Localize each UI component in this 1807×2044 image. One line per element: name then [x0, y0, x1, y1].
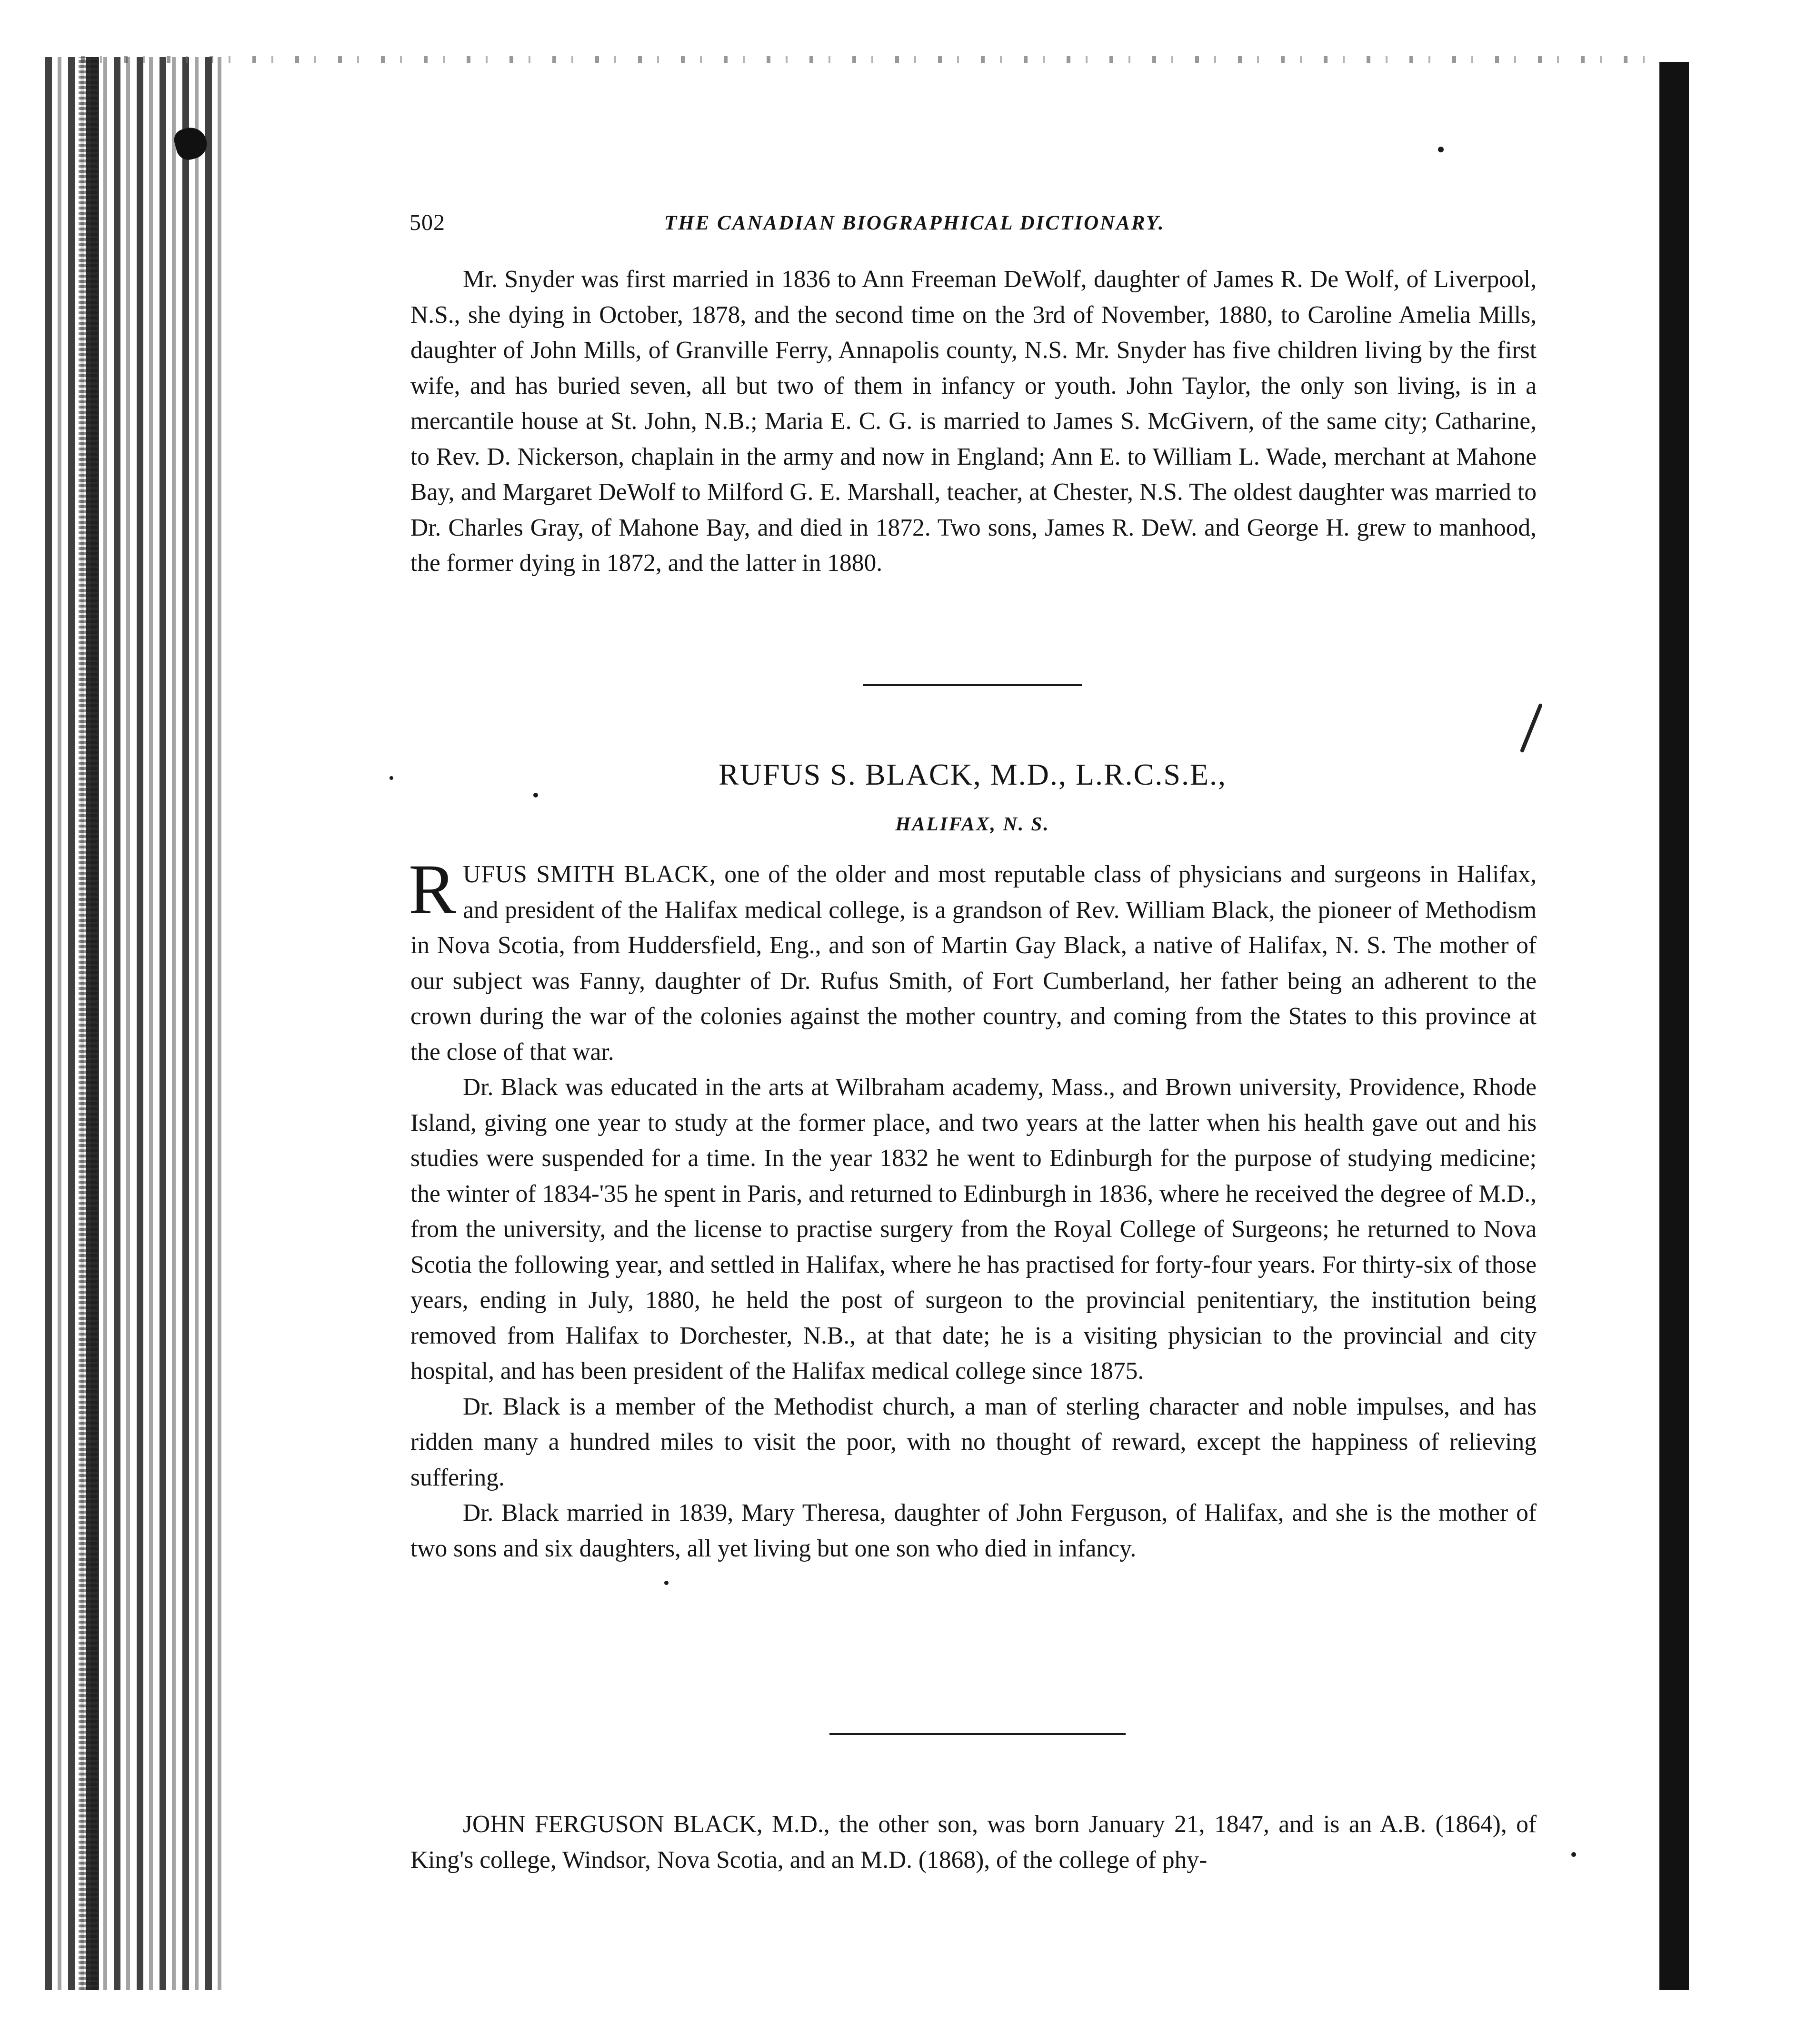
opening-name: UFUS SMITH BLACK, [463, 861, 716, 888]
pen-mark [1520, 703, 1543, 753]
article-location: HALIFAX, N. S. [895, 813, 1050, 835]
section-divider [829, 1733, 1126, 1735]
article-paragraph-4: Dr. Black married in 1839, Mary Theresa, daughter of John Ferguson, of Halifax, and she is the mother of two sons and six daughters, all yet living but one son who died in infancy. [410, 1499, 1537, 1562]
article-body [409, 850, 1537, 1566]
article-paragraph-1 [409, 850, 1537, 1070]
article-heading: RUFUS S. BLACK, M.D., L.R.C.S.E., [718, 758, 1227, 791]
article-paragraph-3: Dr. Black is a member of the Methodist church, a man of sterling character and noble impulses, and has ridden many a hundred miles to visit the poor, with no thought of reward, except the happiness of relieving suffering. [410, 1393, 1537, 1491]
ink-speck [1571, 1852, 1576, 1857]
scan-top-noise [81, 56, 1652, 63]
scan-binding-bar [86, 57, 99, 1990]
section-divider [863, 684, 1082, 686]
ink-speck [533, 793, 538, 798]
ink-speck [1438, 147, 1444, 152]
ink-speck [389, 776, 393, 780]
page-number: 502 [409, 210, 445, 235]
john-paragraph: JOHN FERGUSON BLACK, M.D., the other son, was born January 21, 1847, and is an A.B. (1864), of King's college, Windsor, Nova Scotia, and an M.D. (1868), of the college of phy- [410, 1811, 1537, 1874]
scan-right-edge-bar [1659, 62, 1689, 1990]
paragraph-1-text: one of the older and most reputable class of physicians and surgeons in Halifax, and president of the Halifax medical college, is a grandson of Rev. William Black, the pioneer of Methodism in Nova Scotia, from Huddersfield, Eng., and son of Martin Gay Black, a native of Halifax, N. S. The mother of our subject was Fanny, daughter of Dr. Rufus Smith, of Fort Cumberland, her father being an adherent to the crown during the war of the colonies against the mother country, and coming from the States to this province at the close of that war. [410, 861, 1537, 1066]
article-paragraph-2: Dr. Black was educated in the arts at Wilbraham academy, Mass., and Brown university, Providence, Rhode Island, giving one year to study at the former place, and two years at the latter when his health gave out and his studies were suspended for a time. In the year 1832 he went to Edinburgh for the purpose of studying medicine; the winter of 1834-'35 he spent in Paris, and returned to Edinburgh in 1836, where he received the degree of M.D., from the university, and the license to practise surgery from the Royal College of Surgeons; he returned to Nova Scotia the following year, and settled in Halifax, where he has practised for forty-four years. For thirty-six of those years, ending in July, 1880, he held the post of surgeon to the provincial penitentiary, the institution being removed from Halifax to Dorchester, N.B., at that date; he is a visiting physician to the provincial and city hospital, and has been president of the Halifax medical college since 1875. [410, 1074, 1537, 1385]
running-title: THE CANADIAN BIOGRAPHICAL DICTIONARY. [664, 212, 1165, 234]
scan-binding-edge [45, 57, 226, 1990]
john-black-entry [410, 1807, 1537, 1878]
snyder-continuation [410, 262, 1537, 581]
ink-speck [664, 1581, 669, 1585]
drop-cap: R [409, 850, 457, 929]
snyder-paragraph: Mr. Snyder was first married in 1836 to Ann Freeman DeWolf, daughter of James R. De Wolf, of Liverpool, N.S., she dying in October, 1878, and the second time on the 3rd of November, 1880, to Caroline Amelia Mills, daughter of John Mills, of Granville Ferry, Annapolis county, N.S. Mr. Snyder has five children living by the first wife, and has buried seven, all but two of them in infancy or youth. John Taylor, the only son living, is in a mercantile house at St. John, N.B.; Maria E. C. G. is married to James S. McGivern, of the same city; Catharine, to Rev. D. Nickerson, chaplain in the army and now in England; Ann E. to William L. Wade, merchant at Mahone Bay, and Margaret DeWolf to Milford G. E. Marshall, teacher, at Chester, N.S. The oldest daughter was married to Dr. Charles Gray, of Mahone Bay, and died in 1872. Two sons, James R. DeW. and George H. grew to manhood, the former dying in 1872, and the latter in 1880. [410, 266, 1537, 577]
